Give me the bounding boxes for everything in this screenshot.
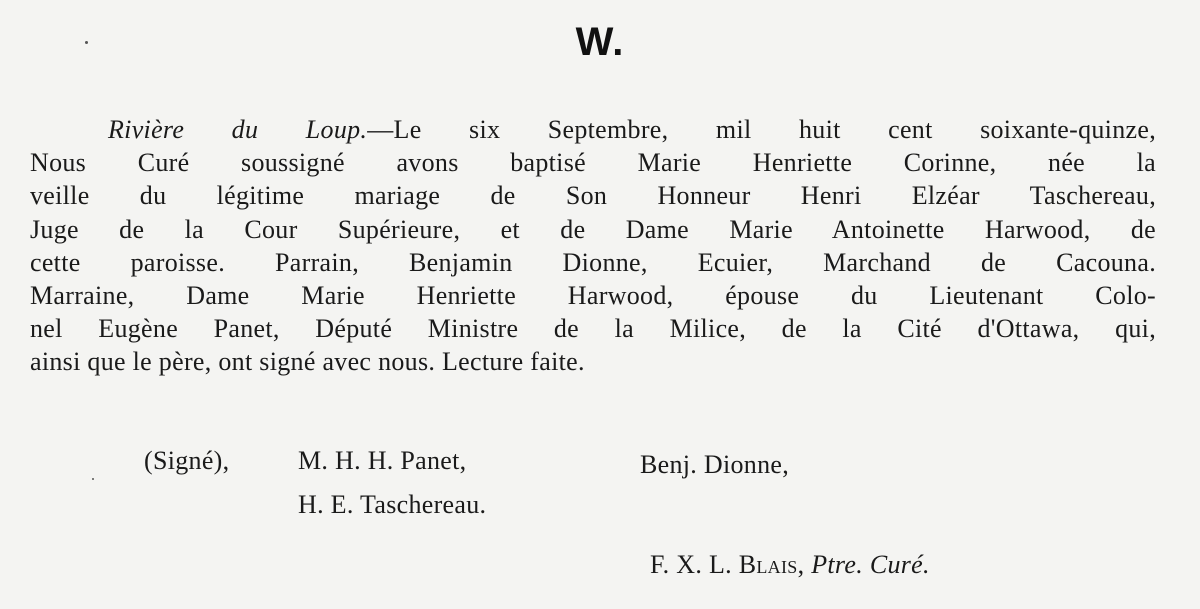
baptism-record-paragraph — [30, 113, 1156, 379]
priest-signature — [650, 550, 930, 580]
record-line: Nous Curé soussigné avons baptisé Marie Henriette Corinne, née la — [30, 148, 1156, 178]
signature-name: H. E. Taschereau. — [298, 490, 487, 519]
record-line: veille du légitime mariage de Son Honneur Henri Elzéar Taschereau, — [30, 181, 1156, 211]
section-letter-heading: W. — [575, 20, 625, 64]
signature-name: M. H. H. Panet, — [298, 446, 467, 475]
record-line: ainsi que le père, ont signé avec nous. Lecture faite. — [30, 347, 585, 377]
priest-initials: F. X. L. — [650, 550, 739, 579]
signature-name: Benj. Dionne, — [640, 450, 790, 479]
record-line: Marraine, Dame Marie Henriette Harwood, épouse du Lieutenant Colo- — [30, 280, 1156, 310]
record-text: —Le six Septembre, mil huit cent soixante-quinze, — [367, 115, 1156, 144]
print-speck — [92, 478, 94, 480]
record-line: nel Eugène Panet, Député Ministre de la Milice, de la Cité d'Ottawa, qui, — [30, 314, 1156, 344]
place-name: Rivière du Loup. — [108, 115, 368, 144]
record-line: Juge de la Cour Supérieure, et de Dame Marie Antoinette Harwood, de — [30, 214, 1156, 244]
record-line: cette paroisse. Parrain, Benjamin Dionne, Ecuier, Marchand de Cacouna. — [30, 247, 1156, 277]
priest-surname: Blais, — [738, 550, 805, 579]
signed-label: (Signé), — [144, 446, 230, 475]
priest-title: Ptre. Curé. — [811, 550, 930, 579]
record-line — [30, 113, 1156, 146]
